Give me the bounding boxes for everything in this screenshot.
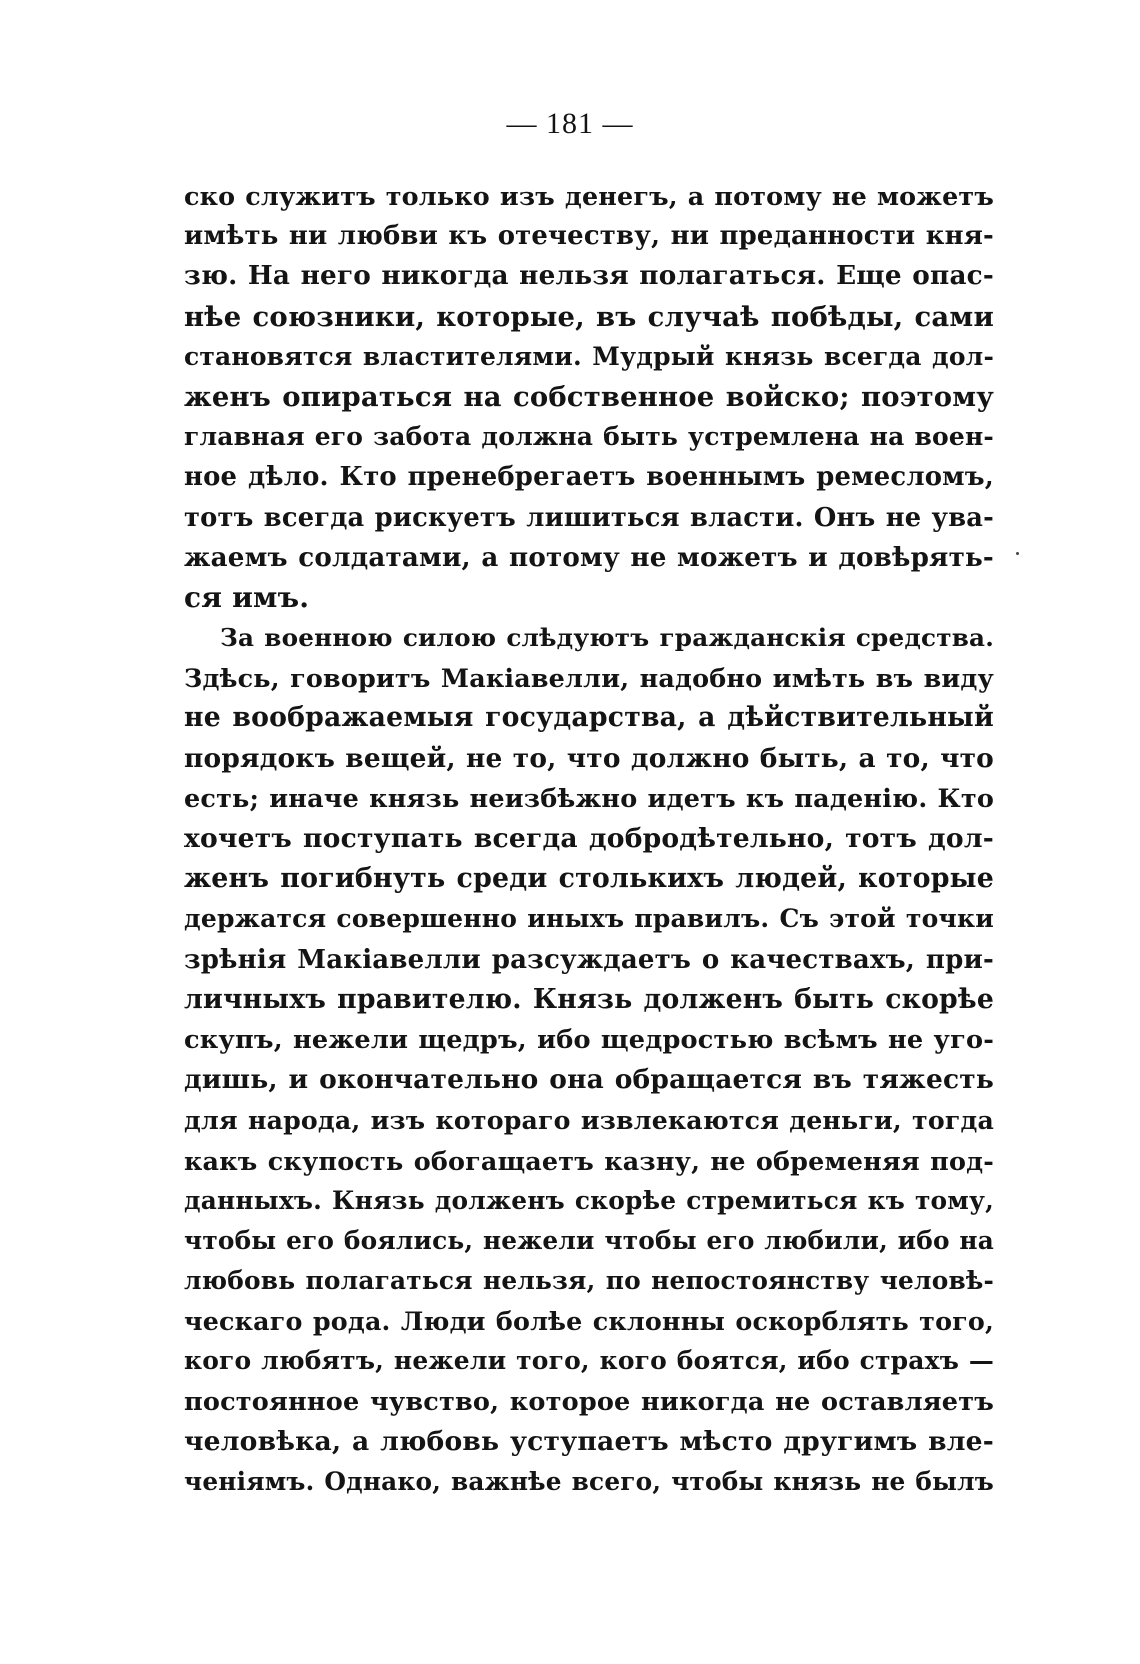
- text-line: ное дѣло. Кто пренебрегаетъ военнымъ ремесломъ,: [184, 462, 994, 493]
- text-line: жаемъ солдатами, а потому не можетъ и довѣрять-: [184, 541, 994, 573]
- text-line: женъ опираться на собственное войско; поэтому: [184, 380, 994, 413]
- page-number: — 181 —: [506, 107, 634, 140]
- text-line: любовь полагаться нельзя, по непостоянству человѣ-: [184, 1266, 994, 1296]
- text-line: тотъ всегда рискуетъ лишиться власти. Онъ не ува-: [184, 502, 994, 533]
- text-line: зю. На него никогда нельзя полагаться. Еще опас-: [184, 260, 994, 292]
- text-line: есть; иначе князь неизбѣжно идетъ къ паденію. Кто: [184, 783, 994, 814]
- text-line: кого любятъ, нежели того, кого боятся, ибо страхъ —: [184, 1346, 994, 1376]
- text-line: скупъ, нежели щедръ, ибо щедростью всѣмъ не уго-: [184, 1024, 994, 1055]
- text-line: ся имъ.: [184, 580, 310, 614]
- text-line: человѣка, а любовь уступаетъ мѣсто другимъ вле-: [184, 1425, 994, 1457]
- text-line: главная его забота должна быть устремлена на воен-: [184, 422, 994, 452]
- text-line: ческаго рода. Люди болѣе склонны оскорблять того,: [184, 1306, 994, 1337]
- print-speck: [1016, 552, 1019, 555]
- paragraph-2: [184, 618, 994, 1502]
- text-line: нѣе союзники, которые, въ случаѣ побѣды, сами: [184, 300, 994, 333]
- text-line: для народа, изъ котораго извлекаются деньги, тогда: [184, 1105, 994, 1136]
- text-line: За военною силою слѣдуютъ гражданскія средства.: [220, 623, 994, 653]
- text-line: дишь, и окончательно она обращается въ тяжесть: [184, 1064, 994, 1096]
- text-line: становятся властителями. Мудрый князь всегда дол-: [184, 341, 994, 371]
- body-text: [184, 176, 994, 1502]
- text-line: ченіямъ. Однако, важнѣе всего, чтобы князь не былъ: [184, 1467, 994, 1496]
- paragraph-1: [184, 176, 994, 618]
- text-line: ско служитъ только изъ денегъ, а потому не можетъ: [184, 181, 994, 211]
- text-line: постоянное чувство, которое никогда не оставляетъ: [184, 1386, 994, 1417]
- text-line: порядокъ вещей, не то, что должно быть, а то, что: [184, 742, 994, 774]
- text-line: какъ скупость обогащаетъ казну, не обременяя под-: [184, 1145, 994, 1176]
- text-line: личныхъ правителю. Князь долженъ быть скорѣе: [184, 983, 994, 1015]
- text-line: хочетъ поступать всегда добродѣтельно, тотъ дол-: [184, 823, 994, 854]
- text-line: Здѣсь, говоритъ Макіавелли, надобно имѣть въ виду: [184, 663, 994, 694]
- text-line: держатся совершенно иныхъ правилъ. Съ этой точки: [184, 904, 994, 934]
- text-line: женъ погибнуть среди столькихъ людей, которые: [184, 863, 994, 895]
- text-line: чтобы его боялись, нежели чтобы его любили, ибо на: [184, 1225, 994, 1255]
- text-line: не воображаемыя государства, а дѣйствительный: [184, 702, 994, 734]
- text-line: данныхъ. Князь долженъ скорѣе стремиться къ тому,: [184, 1185, 994, 1215]
- text-line: зрѣнія Макіавелли разсуждаетъ о качествахъ, при-: [184, 944, 994, 975]
- text-line: имѣть ни любви къ отечеству, ни преданности кня-: [184, 221, 994, 252]
